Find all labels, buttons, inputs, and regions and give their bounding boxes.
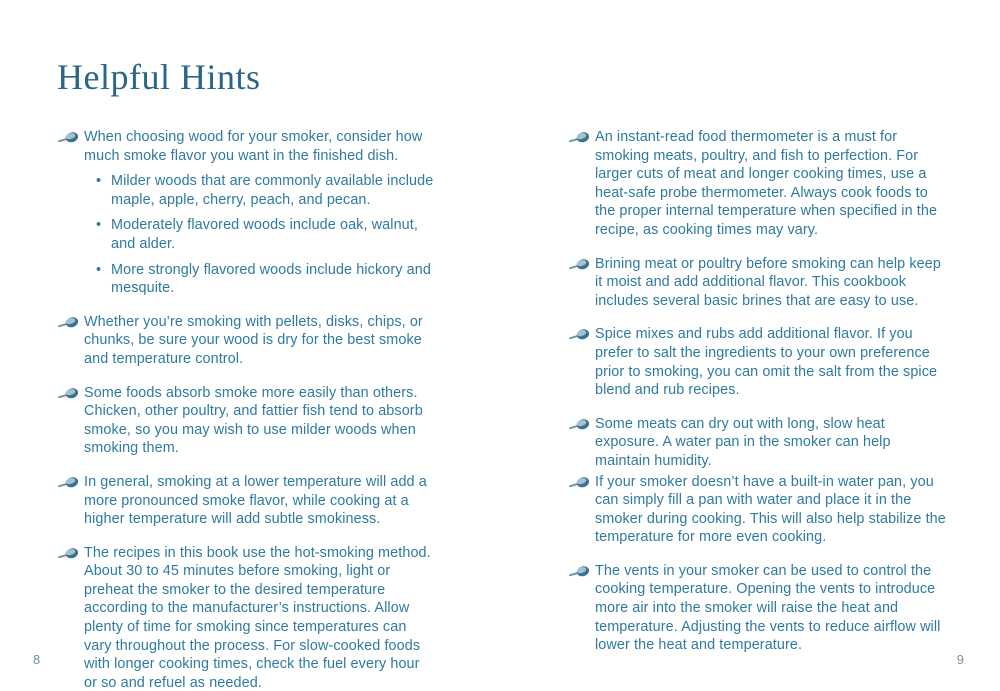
pan-icon (568, 255, 595, 311)
sub-bullet (84, 216, 435, 253)
hint-item (568, 255, 946, 311)
sub-bullet-text: Milder woods that are commonly available include maple, apple, cherry, peach, and pecan. (111, 173, 434, 208)
hint-item (57, 473, 435, 529)
hint-text: Some foods absorb smoke more easily than others. Chicken, other poultry, and fattier fish tend to absorb smoke, so you may wish to use milder woods when smoking them. (84, 384, 423, 457)
hint-text: Some meats can dry out with long, slow heat exposure. A water pan in the smoker can help maintain humidity. (595, 415, 891, 469)
hint-item (57, 544, 435, 691)
sub-bullet (84, 261, 435, 298)
hint-item (57, 128, 435, 298)
sub-bullet-text: More strongly flavored woods include hickory and mesquite. (111, 261, 431, 297)
right-hint-column (568, 128, 946, 691)
page-number-right: 9 (956, 652, 964, 667)
page-title: Helpful Hints (57, 57, 261, 97)
pan-icon (568, 325, 595, 399)
hint-text: Whether you’re smoking with pellets, disks, chips, or chunks, be sure your wood is dry for the best smoke and temperature control. (84, 313, 423, 367)
hint-body (84, 128, 435, 298)
hint-item (57, 384, 435, 458)
pan-icon (57, 313, 84, 369)
pan-icon (57, 544, 84, 691)
hint-text: In general, smoking at a lower temperature will add a more pronounced smoke flavor, while cooking at a higher temperature will add subtle smokiness. (84, 473, 427, 528)
pan-icon (568, 562, 595, 655)
page-number-left: 8 (33, 652, 41, 667)
sub-bullet-list (84, 172, 435, 298)
hint-text: The vents in your smoker can be used to control the cooking temperature. Opening the vents to introduce more air into the smoker will raise the heat and temperature. Adjusting the vents to reduce airflow will lower the heat and temperature. (595, 562, 941, 654)
hint-body (595, 128, 946, 240)
hint-text: The recipes in this book use the hot-smoking method. About 30 to 45 minutes before smoking, light or preheat the smoker to the desired temperature according to the manufacturer’s instructions. Allow plenty of time for smoking since temperatures can vary throughout the process. For slow-cooked foods with longer cooking times, check the fuel every hour or so and refuel as needed. (84, 544, 431, 691)
bullet-dot-icon: • (96, 217, 102, 234)
hint-item (568, 128, 946, 240)
hint-body (84, 473, 435, 529)
hint-item (568, 325, 946, 399)
hint-body (595, 415, 946, 471)
pan-icon (568, 415, 595, 471)
hint-body (84, 384, 435, 458)
left-hint-column (57, 128, 435, 691)
pan-icon (57, 384, 84, 458)
sub-bullet (84, 172, 435, 209)
sub-bullet-text: Moderately flavored woods include oak, walnut, and alder. (111, 217, 418, 252)
hint-text: Brining meat or poultry before smoking can help keep it moist and add additional flavor. This cookbook includes several basic brines that are easy to use. (595, 255, 941, 309)
hint-item (568, 562, 946, 655)
pan-icon (57, 128, 84, 298)
bullet-dot-icon: • (96, 173, 102, 190)
hint-text: An instant-read food thermometer is a must for smoking meats, poultry, and fish to perfection. For larger cuts of meat and longer cooking times, use a heat-safe probe thermometer. Always cook foods to the proper internal temperature when specified in the recipe, as cooking times may vary. (595, 129, 938, 238)
hint-body (595, 562, 946, 655)
hint-text: When choosing wood for your smoker, consider how much smoke flavor you want in the finished dish. (84, 129, 423, 164)
hint-body (84, 544, 435, 691)
hint-body (595, 325, 946, 399)
hint-text: If your smoker doesn’t have a built-in water pan, you can simply fill a pan with water and place it in the smoker during cooking. This will also help stabilize the temperature for more even cooking. (595, 473, 946, 546)
hint-item (568, 473, 946, 547)
pan-icon (568, 128, 595, 240)
bullet-dot-icon: • (96, 261, 102, 278)
hint-item (57, 313, 435, 369)
hint-body (595, 473, 946, 547)
pan-icon (57, 473, 84, 529)
hint-body (84, 313, 435, 369)
hint-body (595, 255, 946, 311)
hint-columns (57, 128, 957, 691)
hint-item (568, 415, 946, 471)
pan-icon (568, 473, 595, 547)
hint-text: Spice mixes and rubs add additional flavor. If you prefer to salt the ingredients to your own preference prior to smoking, you can omit the salt from the spice blend and rub recipes. (595, 326, 938, 399)
